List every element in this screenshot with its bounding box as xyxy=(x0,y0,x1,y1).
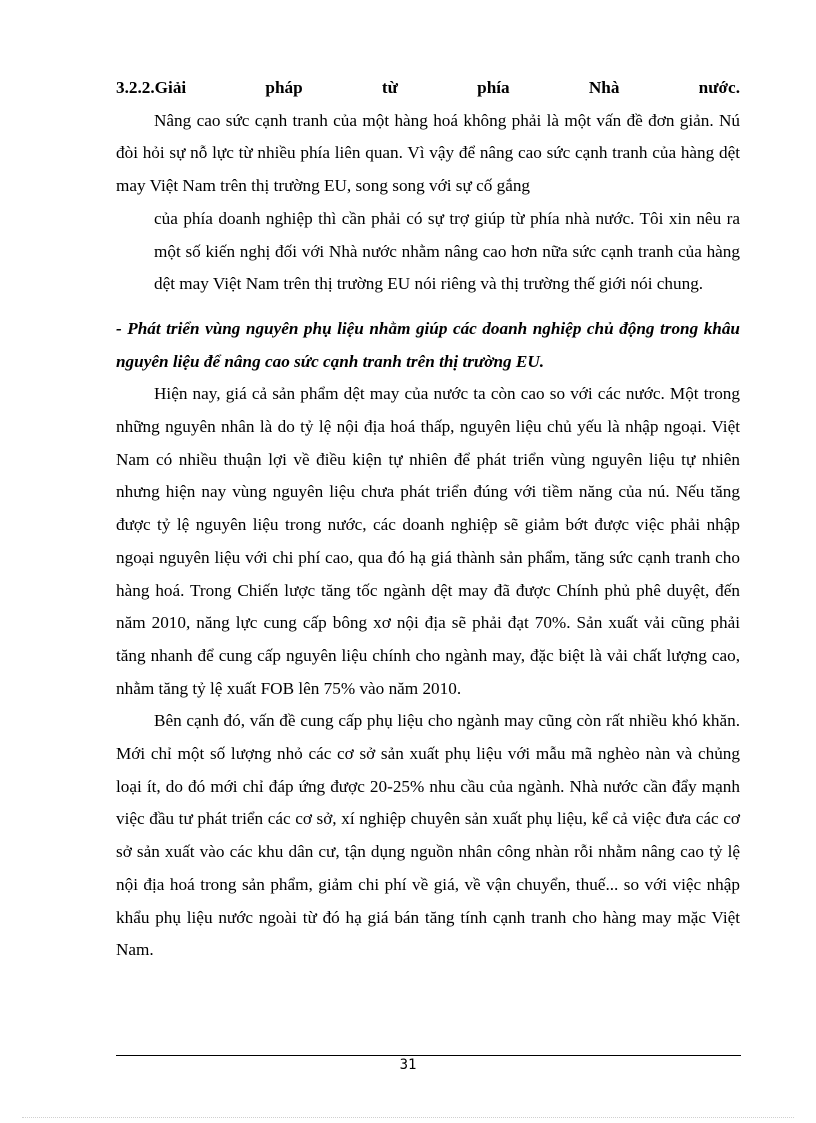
footer-divider xyxy=(116,1055,741,1056)
section-heading: 3.2.2.Giải pháp từ phía Nhà nước. xyxy=(116,78,740,97)
paragraph-accessories: Bên cạnh đó, vấn đề cung cấp phụ liệu cho ngành may cũng còn rất nhiều khó khăn. Mới chỉ một số lượng nhỏ các cơ sở sản xuất phụ liệu với mẫu mã nghèo nàn và chủng loại ít, do đó mới chỉ đáp ứng được 20-25% nhu cầu của ngành. Nhà nước cần đẩy mạnh việc đầu tư phát triển các cơ sở, xí nghiệp chuyên sản xuất phụ liệu, kể cả việc đưa các cơ sở sản xuất vào các khu dân cư, tận dụng nguồn nhân công nhàn rỗi nhằm nâng cao tỷ lệ nội địa hoá trong sản phẩm, giảm chi phí về giá, về vận chuyển, thuế... so với việc nhập khẩu phụ liệu nước ngoài từ đó hạ giá bán tăng tính cạnh tranh cho hàng may mặc Việt Nam. xyxy=(116,711,740,960)
paragraph-intro-part1: Nâng cao sức cạnh tranh của một hàng hoá không phải là một vấn đề đơn giản. Nú đòi hỏi sự nỗ lực từ nhiều phía liên quan. Vì vậy để nâng cao sức cạnh tranh của hàng dệt may Việt Nam trên thị trường EU, song song với sự cố gắng xyxy=(116,110,740,196)
sub-heading: - Phát triển vùng nguyên phụ liệu nhằm giúp các doanh nghiệp chủ động trong khâu nguyên liệu để nâng cao sức cạnh tranh trên thị trường EU. xyxy=(116,318,740,371)
page-content xyxy=(116,72,740,967)
page-bottom-border xyxy=(22,1117,794,1118)
paragraph-intro-part2: của phía doanh nghiệp thì cần phải có sự trợ giúp từ phía nhà nước. Tôi xin nêu ra một số kiến nghị đối với Nhà nước nhằm nâng cao hơn nữa sức cạnh tranh của hàng dệt may Việt Nam trên thị trường EU nói riêng và thị trường thế giới nói chung. xyxy=(154,208,740,294)
page-number: 31 xyxy=(399,1057,417,1073)
paragraph-materials: Hiện nay, giá cả sản phẩm dệt may của nước ta còn cao so với các nước. Một trong những nguyên nhân là do tỷ lệ nội địa hoá thấp, nguyên liệu chủ yếu là nhập ngoại. Việt Nam có nhiều thuận lợi về điều kiện tự nhiên để phát triển vùng nguyên liệu tự nhiên nhưng hiện nay vùng nguyên liệu chưa phát triển đúng với tiềm năng của nú. Nếu tăng được tỷ lệ nguyên liệu trong nước, các doanh nghiệp sẽ giảm bớt được việc phải nhập ngoại nguyên liệu với chi phí cao, qua đó hạ giá thành sản phẩm, tăng sức cạnh tranh cho hàng hoá. Trong Chiến lược tăng tốc ngành dệt may đã được Chính phủ phê duyệt, đến năm 2010, năng lực cung cấp bông xơ nội địa sẽ phải đạt 70%. Sản xuất vải cũng phải tăng nhanh để cung cấp nguyên liệu chính cho ngành may, đặc biệt là vải chất lượng cao, nhằm tăng tỷ lệ xuất FOB lên 75% vào năm 2010. xyxy=(116,384,740,698)
